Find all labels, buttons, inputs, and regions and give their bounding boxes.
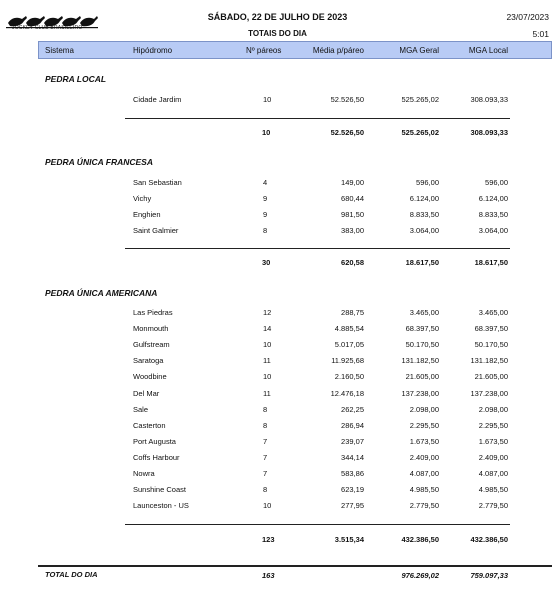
media-cell: 52.526,50 [330, 95, 364, 104]
hipodromo-cell: Casterton [133, 420, 166, 430]
mga-local-cell: 50.170,50 [474, 340, 508, 350]
mga-local-cell: 4.087,00 [478, 469, 508, 478]
mga-geral-cell: 4.087,00 [409, 469, 439, 478]
section-total-mga-local: 18.617,50 [474, 258, 508, 267]
grand-total-mga-geral: 976.269,02 [401, 571, 439, 580]
col-header-mga-geral: MGA Geral [399, 46, 439, 55]
media-cell: 4.885,54 [334, 324, 364, 334]
hipodromo-cell: Vichy [133, 194, 152, 204]
mga-geral-cell: 21.605,00 [405, 372, 439, 382]
mga-local-cell: 3.064,00 [478, 226, 508, 236]
hipodromo-cell: Sunshine Coast [133, 485, 186, 495]
hipodromo-cell: Woodbine [133, 372, 167, 382]
mga-geral-cell: 596,00 [416, 178, 439, 187]
section-title: PEDRA ÚNICA FRANCESA [45, 157, 153, 167]
pareos-cell: 9 [263, 210, 268, 220]
pareos-cell: 11 [263, 388, 271, 398]
grand-total-rule [38, 565, 552, 567]
mga-local-cell: 68.397,50 [474, 324, 508, 334]
col-header-mga-local: MGA Local [468, 46, 508, 55]
media-cell: 583,86 [341, 469, 364, 478]
media-cell: 149,00 [341, 178, 364, 187]
section-total-mga-geral: 525.265,02 [401, 128, 439, 137]
media-cell: 383,00 [341, 226, 364, 236]
hipodromo-cell: Gulfstream [133, 340, 170, 350]
mga-local-cell: 2.779,50 [478, 501, 508, 511]
hipodromo-cell: Saint Galmier [133, 226, 179, 236]
pareos-cell: 8 [263, 404, 268, 414]
pareos-cell: 10 [263, 340, 272, 350]
pareos-cell: 4 [263, 178, 268, 187]
mga-local-cell: 137.238,00 [470, 388, 508, 398]
pareos-cell: 9 [263, 194, 268, 204]
media-cell: 344,14 [341, 452, 364, 462]
media-cell: 239,07 [341, 436, 364, 446]
pareos-cell: 7 [263, 469, 268, 478]
col-header-media: Média p/páreo [312, 46, 364, 55]
mga-geral-cell: 6.124,00 [409, 194, 439, 204]
section-total-pareos: 30 [262, 258, 271, 267]
section-total-pareos: 123 [262, 535, 275, 544]
mga-local-cell: 596,00 [485, 178, 508, 187]
section-title: PEDRA LOCAL [45, 74, 107, 84]
mga-local-cell: 2.295,50 [478, 420, 508, 430]
grand-total-mga-local: 759.097,33 [470, 571, 508, 580]
col-header-hipodromo: Hipódromo [133, 46, 173, 55]
col-header-sistema: Sistema [45, 46, 74, 55]
mga-geral-cell: 2.779,50 [409, 501, 439, 511]
hipodromo-cell: Las Piedras [133, 308, 173, 317]
section-total-mga-local: 308.093,33 [470, 128, 508, 137]
media-cell: 5.017,05 [334, 340, 364, 350]
mga-geral-cell: 2.409,00 [409, 452, 439, 462]
grand-total-label: TOTAL DO DIA [45, 570, 98, 579]
report-title: SÁBADO, 22 DE JULHO DE 2023 [207, 12, 348, 22]
section-title: PEDRA ÚNICA AMERICANA [45, 288, 158, 298]
media-cell: 262,25 [341, 404, 364, 414]
media-cell: 288,75 [341, 308, 364, 317]
mga-local-cell: 131.182,50 [470, 356, 508, 366]
pareos-cell: 14 [263, 324, 272, 334]
hipodromo-cell: Del Mar [133, 388, 160, 398]
hipodromo-cell: Sale [133, 404, 149, 414]
pareos-cell: 12 [263, 308, 272, 317]
section-total-media: 620,58 [341, 258, 364, 267]
mga-geral-cell: 4.985,50 [409, 485, 439, 495]
hipodromo-cell: San Sebastian [133, 178, 182, 187]
mga-local-cell: 21.605,00 [474, 372, 508, 382]
hipodromo-cell: Port Augusta [133, 436, 176, 446]
media-cell: 623,19 [341, 485, 364, 495]
section-total-pareos: 10 [262, 128, 271, 137]
mga-local-cell: 1.673,50 [478, 436, 508, 446]
mga-local-cell: 2.409,00 [478, 452, 508, 462]
report-time: 5:01 [532, 29, 549, 39]
section-total-media: 3.515,34 [334, 535, 364, 544]
hipodromo-cell: Monmouth [133, 324, 169, 334]
hipodromo-cell: Nowra [133, 469, 155, 478]
pareos-cell: 8 [263, 226, 268, 236]
section-total-rule [125, 524, 510, 525]
pareos-cell: 11 [263, 356, 271, 366]
mga-local-cell: 8.833,50 [478, 210, 508, 220]
pareos-cell: 10 [263, 95, 272, 104]
mga-local-cell: 4.985,50 [478, 485, 508, 495]
media-cell: 981,50 [341, 210, 364, 220]
mga-geral-cell: 1.673,50 [409, 436, 439, 446]
mga-local-cell: 6.124,00 [478, 194, 508, 204]
mga-geral-cell: 50.170,50 [405, 340, 439, 350]
pareos-cell: 8 [263, 485, 268, 495]
mga-local-cell: 308.093,33 [470, 95, 508, 104]
hipodromo-cell: Launceston - US [133, 501, 189, 511]
section-total-mga-geral: 18.617,50 [405, 258, 439, 267]
mga-local-cell: 3.465,00 [478, 308, 508, 317]
mga-geral-cell: 137.238,00 [401, 388, 439, 398]
media-cell: 680,44 [341, 194, 364, 204]
mga-geral-cell: 8.833,50 [409, 210, 439, 220]
pareos-cell: 10 [263, 372, 272, 382]
section-total-media: 52.526,50 [330, 128, 364, 137]
hipodromo-cell: Saratoga [133, 356, 164, 366]
pareos-cell: 7 [263, 436, 268, 446]
media-cell: 277,95 [341, 501, 364, 511]
section-total-rule [125, 248, 510, 249]
media-cell: 2.160,50 [334, 372, 364, 382]
mga-geral-cell: 2.098,00 [409, 404, 439, 414]
report-date: 23/07/2023 [506, 12, 549, 22]
pareos-cell: 10 [263, 501, 272, 511]
hipodromo-cell: Cidade Jardim [133, 95, 182, 104]
mga-geral-cell: 2.295,50 [409, 420, 439, 430]
mga-geral-cell: 68.397,50 [405, 324, 439, 334]
logo-caption: JOCKEY CLUB BRASILEIRO [12, 25, 83, 31]
mga-geral-cell: 131.182,50 [401, 356, 439, 366]
report-subtitle: TOTAIS DO DIA [248, 29, 307, 38]
section-total-mga-local: 432.386,50 [470, 535, 508, 544]
mga-geral-cell: 3.064,00 [409, 226, 439, 236]
hipodromo-cell: Coffs Harbour [133, 452, 180, 462]
pareos-cell: 7 [263, 452, 268, 462]
mga-geral-cell: 3.465,00 [409, 308, 439, 317]
media-cell: 11.925,68 [331, 356, 364, 366]
mga-geral-cell: 525.265,02 [401, 95, 439, 104]
media-cell: 12.476,18 [330, 388, 364, 398]
col-header-pareos: Nº páreos [246, 46, 282, 55]
section-total-mga-geral: 432.386,50 [401, 535, 439, 544]
pareos-cell: 8 [263, 420, 268, 430]
media-cell: 286,94 [341, 420, 364, 430]
grand-total-pareos: 163 [262, 571, 275, 580]
mga-local-cell: 2.098,00 [478, 404, 508, 414]
hipodromo-cell: Enghien [133, 210, 161, 220]
section-total-rule [125, 118, 510, 119]
